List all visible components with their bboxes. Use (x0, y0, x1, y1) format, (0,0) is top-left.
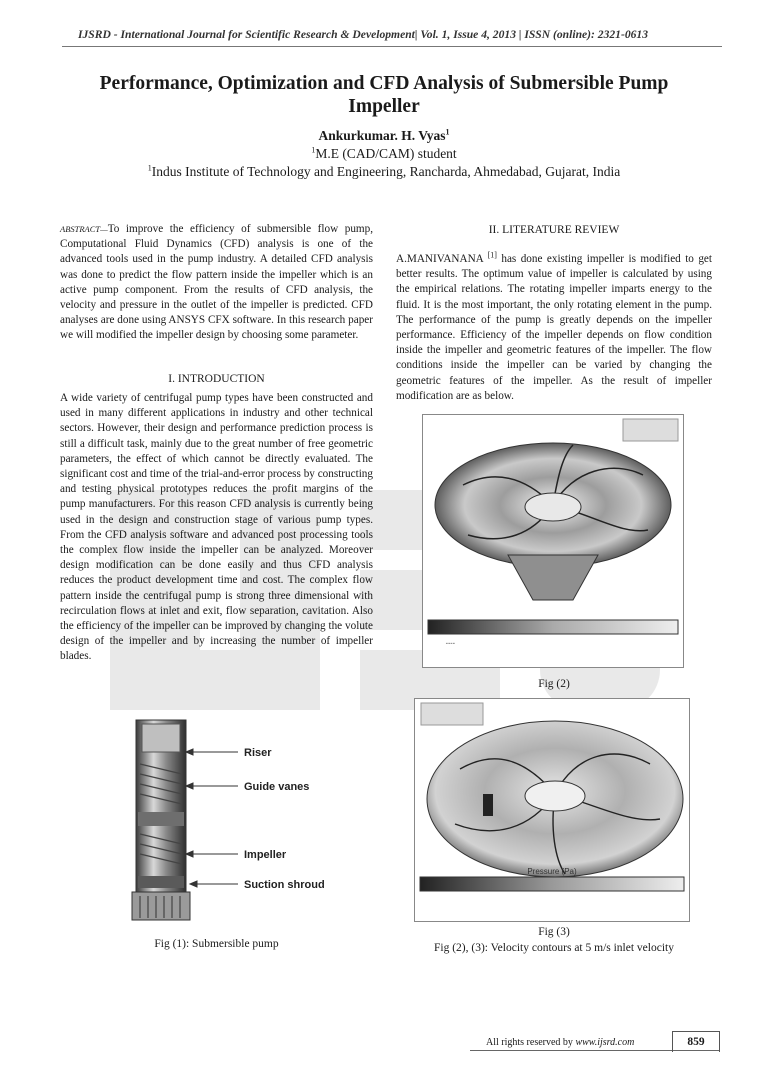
label-impeller: Impeller (244, 849, 287, 861)
literature-review-heading: II. LITERATURE REVIEW (488, 224, 620, 236)
figure-3-legend-title: Pressure (Pa) (527, 867, 577, 876)
paper-title: Performance, Optimization and CFD Analysis of Submersible Pump Impeller (99, 73, 669, 117)
footer-rights: All rights reserved by www.ijsrd.com (486, 1037, 635, 1048)
literature-review-text: A.MANIVANANA [1] has done existing impeller is modified to get better results. The optimum value of impeller is calculated by using the empirical relations. The rotating impeller imparts energy to the fluid. It is the most important, the only rotating element in the pump. The performance of the pump is greatly depends on the impeller performance. Efficiency of the impeller depends on flow condition inside the impeller and geometric features of the impeller. The flow conditions inside the impeller can be varied by changing the geometric features of the impeller. As the result of impeller modification are as below. (396, 250, 713, 402)
figure-3-caption: Fig (3) (538, 926, 570, 938)
figure-2-colorbar-ticks (445, 639, 455, 646)
journal-header: IJSRD - International Journal for Scientific Research & Development| Vol. 1, Issue 4, 2013 | ISSN (online): 2321-0613 (78, 28, 649, 41)
header-divider (62, 46, 722, 47)
figure-3-contour-plot (415, 699, 689, 921)
figure-2-velocity-contour (422, 414, 684, 668)
page-number: 859 (672, 1031, 720, 1052)
introduction-text: A wide variety of centrifugal pump types have been constructed and used in many different applications in industry and other technical sectors. However, their design and performance prediction process is still a difficult task, mainly due to the great number of free geometric parameters, the effect of which cannot be directly evaluated. The significant cost and time of the trial-and-error process by constructing and testing physical prototypes reduces the profit margins of the pump manufacturers. For this reason CFD analysis is currently being used in the design and construction stage of various pump types. From the CFD analysis software and advanced post processing tools the complex flow inside the impeller can be analyzed. Moreover design modification can be done easily and thus CFD analysis reduces the product development time and cost. The complex flow pattern inside the centrifugal pump is strong three dimensional with recirculation flows at inlet and exit, flow separation, cavitation. Also the efficiency of the impeller can be improved by changing the volute design of the impeller and by increasing the number of impeller blades. (60, 392, 373, 663)
introduction-heading: I. INTRODUCTION (168, 373, 265, 385)
label-riser: Riser (244, 747, 272, 759)
author-name: Ankurkumar. H. Vyas$^1$ (318, 127, 450, 143)
figure-2-contour-plot (423, 415, 683, 667)
author-degree: $^1$M.E (CAD/CAM) student (311, 145, 457, 161)
footer-site-link[interactable]: www.ijsrd.com (575, 1037, 635, 1048)
label-guide-vanes: Guide vanes (244, 781, 310, 793)
reference-number: [1] (487, 250, 497, 260)
abstract-label: ABSTRACT— (60, 224, 108, 234)
label-suction-shroud: Suction shroud (244, 879, 325, 891)
figure-3-pressure-contour (414, 698, 690, 922)
author-affiliation: $^1$Indus Institute of Technology and Engineering, Rancharda, Ahmedabad, Gujarat, India (147, 163, 621, 179)
abstract (60, 222, 373, 344)
figure-1-caption: Fig (1): Submersible pump (154, 938, 279, 950)
svg-text:----: ---- (445, 639, 455, 646)
abstract-text: To improve the efficiency of submersible flow pump, Computational Fluid Dynamics (CFD) analysis is one of the advanced tools used in the pump industry. A detailed CFD analysis was done to predict the flow pattern inside the impeller which is an active pump component. From the results of CFD analysis, the velocity and pressure in the outlet of the impeller is predicted. CFD analyses are done using ANSYS CFX software. In this research paper we will modified the impeller design by choosing some parameter. (60, 223, 373, 342)
figure-2-3-caption: Fig (2), (3): Velocity contours at 5 m/s inlet velocity (434, 942, 674, 954)
figure-2-caption: Fig (2) (538, 678, 570, 690)
reference-author: A.MANIVANANA (396, 253, 484, 265)
figure-1-submersible-pump (118, 716, 333, 926)
